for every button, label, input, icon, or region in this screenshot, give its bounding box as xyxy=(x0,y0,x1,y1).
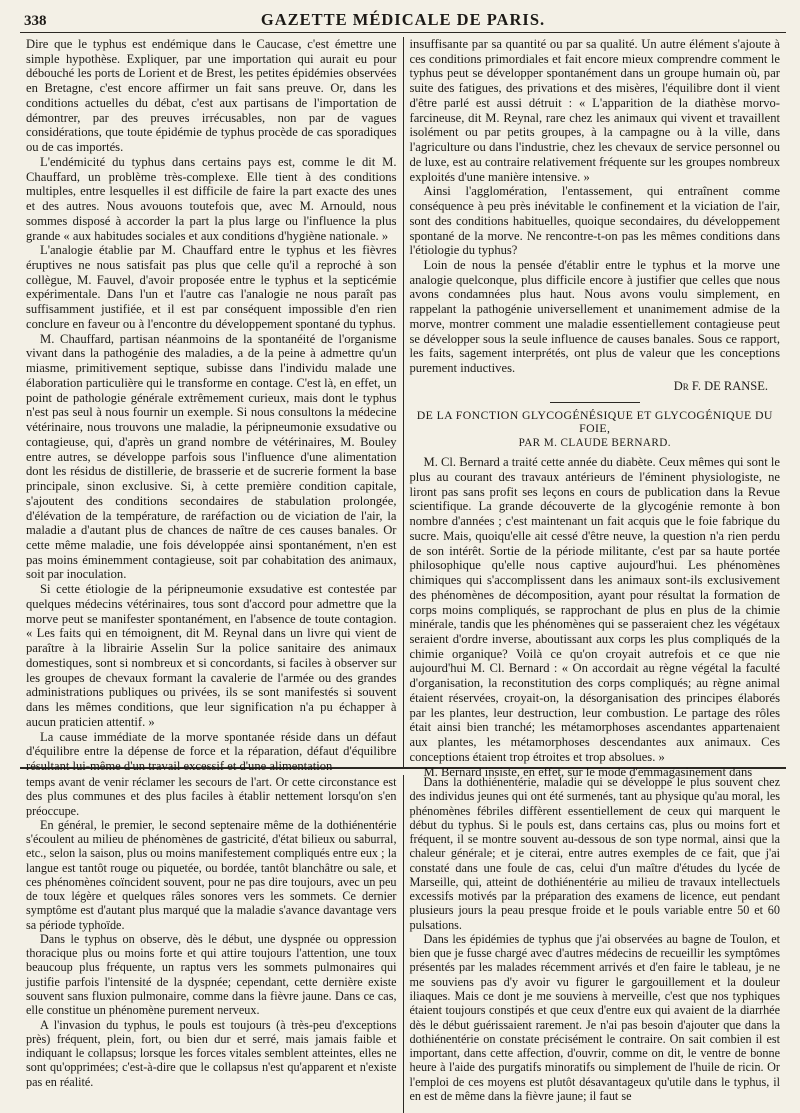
paragraph: La cause immédiate de la morve spontanée réside dans un défaut d'équilibre entre la dépense de force et la réparation, défaut d'équilibre résultant lui-même d'un travail excessif et d'une alimentation xyxy=(26,729,397,773)
paragraph: En général, le premier, le second septenaire même de la dothiénentérie s'écoulent au milieu de phénomènes de gastricité, d'état bilieux ou saburral, etc., selon la saison, plus ou moins manifestement compliqués entre eux ; la langue est tantôt rouge ou piquetée, ou bordée, tantôt blanchâtre ou sale, et ces phénomènes coïncident souvent, pour ne pas dire toujours, avec un peu de toux légère et quelques râles sonores vers les sommets. Ce dernier symptôme est d'autant plus marqué que la maladie s'avance davantage vers sa période typhoïde. xyxy=(26,817,397,932)
article-author: PAR M. CLAUDE BERNARD. xyxy=(518,437,671,450)
left-column xyxy=(20,37,403,773)
paragraph: M. Chauffard, partisan néanmoins de la spontanéité de l'organisme vivant dans la pathogénie des maladies, a de la peine à admettre qu'un miasme, primitivement septique, subisse dans l'individu malade une élaboration particulière qui le transforme en contage. C'est là, en effet, un point de pathologie générale extrêmement curieux, mais dont le typhus n'est pas seul à nous fournir un exemple. Si nous consultons la médecine vétérinaire, nous trouvons une maladie, la péripneumonie exsudative ou contagieuse, qui, d'après un grand nombre de vétérinaires, M. Bouley entre autres, se développe parfois sous l'influence d'une alimentation dont les résidus de distillerie, de brasserie et de sucrerie forment la base principale, sinon exclusive. Si, à cette première condition capitale, s'ajoutent des conditions secondaires de stabulation prolongée, d'élévation de la température, de raréfaction ou de viciation de l'air, la maladie a d'autant plus de chances de naître de ces causes banales. Or cette même maladie, une fois développée ainsi spontanément, n'en est pas moins éminemment contagieuse, soit par cohabitation des animaux, soit par inoculation. xyxy=(26,331,397,582)
journal-title: GAZETTE MÉDICALE DE PARIS. xyxy=(260,10,546,29)
section-divider xyxy=(550,402,640,403)
right-column xyxy=(404,37,787,779)
paragraph: Ainsi l'agglomération, l'entassement, qui entraînent comme conséquence à peu près inévitable le confinement et la viciation de l'air, sont des conditions habituelles, quoique secondaires, du développement spontané de la morve. Ne rencontre-t-on pas les mêmes conditions dans l'étiologie du typhus? xyxy=(409,184,780,258)
paragraph: temps avant de venir réclamer les secours de l'art. Or cette circonstance est des plus communes et des plus faciles à établir nettement lorsqu'on s'en préoccupe. xyxy=(26,775,397,818)
paragraph: L'analogie établie par M. Chauffard entre le typhus et les fièvres éruptives ne nous satisfait pas plus que celle qu'il a reproché à son collègue, M. Fauvel, d'avoir proposée entre le typhus et la septicémie expérimentale. Dans l'un et l'autre cas l'analogie ne nous paraît pas suffisamment justifiée, et il est par conséquent impossible d'en rien conclure en faveur ou à l'encontre du développement spontané du typhus. xyxy=(26,243,397,331)
paragraph: M. Cl. Bernard a traité cette année du diabète. Ceux mêmes qui sont le plus au courant des travaux antérieurs de l'éminent physiologiste, ne liront pas sans profit ses leçons en cours de publication dans la Revue scientifique. La grande découverte de la glycogénie remonte à bon nombre d'années ; c'est maintenant un fait acquis que le foie fabrique du sucre. Mais, quoiqu'elle ait cessé d'être neuve, la question n'a rien perdu de son intérêt. Sortie de la période militante, c'est par sa haute portée philosophique qu'elle nous captive aujourd'hui. Les phénomènes chimiques qui s'accomplissent dans les animaux sont-ils exclusivement des phénomènes de décomposition, ayant pour résultat la formation de corps moins compliqués, se rapprochant de plus en plus de la chimie minérale, tandis que les phénomènes qui se passeraient chez les végétaux seraient d'ordre inverse, aboutissant aux corps les plus compliqués de la chimie organique? Voilà ce qu'on croyait autrefois et ce que nie aujourd'hui M. Cl. Bernard : « On accordait au règne végétal la faculté d'organisation, la reconstitution des corps compliqués; au règne animal étaient réservées, croyait-on, la désorganisation des principes élaborés par les plantes, leur destruction, leur combustion. Le partage des rôles était ainsi bien tranché; les métamorphoses ascendantes appartenaient aux plantes, les métamorphoses descendantes aux animaux. Ces conceptions étaient trop étroites et trop absolues. » xyxy=(409,455,780,764)
paragraph: Si cette étiologie de la péripneumonie exsudative est contestée par quelques médecins vétérinaires, tous sont d'accord pour admettre que la morve peut se manifester spontanément, en l'absence de toute contagion. « Les faits qui en témoignent, dit M. Reynal dans un livre qui vient de paraître à la librairie Asselin Sur la police sanitaire des animaux domestiques, sont si nombreux et si concordants, si faciles à observer sur les groupes de chevaux formant la cavalerie de l'armée ou des grandes administrations publiques ou privées, ils se sont manifestés si souvent dans les mêmes conditions, que leur signification n'a pu échapper à aucun praticien attentif. » xyxy=(26,582,397,729)
page-number: 338 xyxy=(24,13,47,29)
paragraph: A l'invasion du typhus, le pouls est toujours (à très-peu d'exceptions près) fréquent, plein, fort, ou bien dur et serré, mais jamais faible et indiquant le collapsus; lorsque les forces vitales semblent atteintes, elles ne sont qu'opprimées; c'est-à-dire que le collapsus n'est qu'apparent et n'existe pas en réalité. xyxy=(26,1017,397,1089)
author-signature: Dr F. DE RANSE. xyxy=(673,378,768,393)
paragraph: Dans la dothiénentérie, maladie qui se développe le plus souvent chez des individus jeunes qui ont été surmenés, tant au physique qu'au moral, les phénomènes fébriles diffèrent essentiellement de ceux qui marquent le début du typhus. Si le pouls est, dans certains cas, plus ou moins fort et fréquent, il se montre souvent au-dessous de son type normal, ainsi que la chaleur générale; et je citerai, entre autres exemples de ce fait, que j'ai constaté dans une foule de cas, celui d'un maître d'études du lycée de Marseille, qui, atteint de dothiénentérie au milieu de travaux intellectuels excessifs motivés par la préparation des examens de licence, eut pendant plusieurs jours la peau presque froide et le pouls variable entre 50 et 60 pulsations. xyxy=(409,775,780,932)
top-section xyxy=(20,37,786,779)
article-title: DE LA FONCTION GLYCOGÉNÉSIQUE ET GLYCOGÉNIQUE DU FOIE, xyxy=(416,407,773,436)
paragraph: L'endémicité du typhus dans certains pays est, comme le dit M. Chauffard, un problème très-complexe. Elle tient à des conditions multiples, entre lesquelles il est difficile de faire la part exacte des unes et des autres. Nous avouons toutefois que, avec M. Arnould, nous sommes disposé à accorder la part la plus large ou l'influence la plus grande « aux habitudes sociales et aux conditions d'hygiène nationale. » xyxy=(26,154,397,243)
bottom-right-column xyxy=(404,775,787,1113)
paragraph: Dire que le typhus est endémique dans le Caucase, c'est émettre une simple hypothèse. Expliquer, par une importation qui aurait eu pour débouché les ports de Lorient et de Brest, les petites épidémies observées en Bretagne, c'est encore affirmer un fait sans preuve. Or, dans les conditions actuelles du débat, c'est aux partisans de l'importation de démontrer, par des preuves irrécusables, non par de vagues considérations, que toute épidémie de typhus procède de cas sporadiques ou de cas importés. xyxy=(26,37,397,155)
page-header xyxy=(20,10,786,33)
bottom-left-column xyxy=(20,775,403,1113)
bottom-section xyxy=(20,764,786,1113)
paragraph: insuffisante par sa quantité ou par sa qualité. Un autre élément s'ajoute à ces conditions primordiales et fait encore mieux comprendre comment le typhus peut se développer spontanément dans un groupe humain où, par suite des fatigues, des privations et des misères, l'équilibre dont il vient d'être parlé est aussi détruit : « L'apparition de la diathèse morvo-farcineuse, dit M. Reynal, rare chez les animaux qui vivent et travaillent isolément ou par petits groupes, à la campagne ou à la ville, dans l'agriculture ou dans l'industrie, chez les chevaux de service personnel ou de luxe, est au contraire relativement fréquente sur les groupes nombreux exploités d'une manière intensive. » xyxy=(409,37,780,184)
paragraph: M. Bernard insiste, en effet, sur le mode d'emmagasinement dans xyxy=(423,764,753,779)
paragraph: Dans les épidémies de typhus que j'ai observées au bagne de Toulon, et bien que je fusse chargé avec d'autres médecins de recueillir les symptômes présentés par les malades récemment arrivés et d'en faire le tableau, je ne me souviens pas d'y avoir vu figurer le gargouillement et la douleur iliaques. Mais ce dont je me souviens à merveille, c'est que nos typhiques étaient toujours constipés et que ceux d'entre eux qui avaient de la diarrhée dès le début guérissaient rarement. Je n'ai pas besoin d'ajouter que dans la dothiénentérie on constate précisément le contraire. On sait combien il est important, dans cette affection, d'ouvrir, comme on dit, le ventre de bonne heure à l'aide des purgatifs minoratifs ou simplement de l'huile de ricin. Or l'emploi de ces moyens est plutôt désavantageux qu'utile dans le typhus, il en est de même dans la fièvre jaune; il faut se xyxy=(409,931,780,1103)
paragraph: Dans le typhus on observe, dès le début, une dyspnée ou oppression thoracique plus ou moins forte et qui attire toujours l'attention, une toux beaucoup plus fréquente, un raptus vers les sommets pulmonaires qui justifie parfois l'intensité de la dyspnée; cependant, cette dernière existe souvent sans fluxion pulmonaire, comme dans la fièvre jaune. Dans ce cas, elle constitue un phénomène purement nerveux. xyxy=(26,931,397,1018)
paragraph: Loin de nous la pensée d'établir entre le typhus et la morve une analogie quelconque, plus difficile encore à justifier que celles que nous avons condamnées plus haut. Nous avons voulu simplement, en rappelant la pathogénie universellement et unanimement admise de la morve, montrer comment une maladie essentiellement contagieuse peut se développer sous la seule influence de causes banales. Sous ce rapport, les faits, sagement interprétés, ont plus de valeur que les conceptions purement inductives. xyxy=(409,258,780,376)
